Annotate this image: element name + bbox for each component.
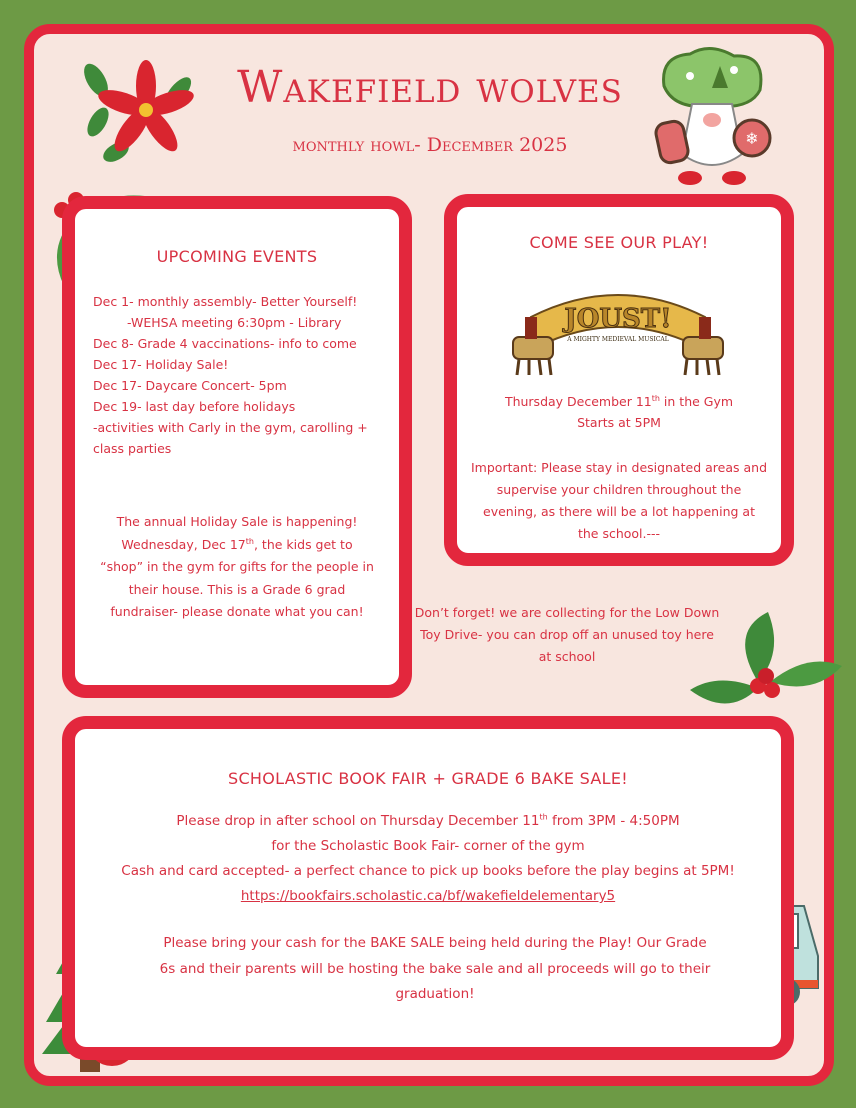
gnome-icon <box>650 46 774 188</box>
bake-sale-note: Please bring your cash for the BAKE SALE being held during the Play! Our Grade 6s and their parents will be hosting the bake sale and all proceeds will go to their graduation! <box>159 935 711 1002</box>
holiday-sale-line1: The annual Holiday Sale is happening! <box>116 514 358 529</box>
holiday-sale-note <box>99 511 375 624</box>
list-item: -activities with Carly in the gym, carolling + class parties <box>93 420 368 456</box>
joust-logo-subtext: A MIGHTY MEDIEVAL MUSICAL <box>567 336 669 343</box>
events-list <box>93 291 393 459</box>
book-fair-card <box>62 716 794 1060</box>
play-date: Thursday December 11th in the Gym <box>504 393 734 409</box>
list-item: Dec 17- Holiday Sale! <box>93 357 229 372</box>
list-item: Dec 19- last day before holidays <box>93 399 296 414</box>
list-item: -WEHSA meeting 6:30pm - Library <box>127 315 342 330</box>
upcoming-events-heading: UPCOMING EVENTS <box>156 247 318 266</box>
joust-logo-text: JOUST! <box>564 304 672 334</box>
poinsettia-icon <box>74 58 198 164</box>
svg-text:❄: ❄ <box>745 129 759 148</box>
play-start-time: Starts at 5PM <box>577 415 661 430</box>
book-fair-heading: SCHOLASTIC BOOK FAIR + GRADE 6 BAKE SALE! <box>228 769 628 788</box>
upcoming-events-card <box>62 196 412 698</box>
play-card <box>444 194 794 566</box>
book-fair-line2: for the Scholastic Book Fair- corner of the gym <box>271 838 585 854</box>
toy-drive-note: Don’t forget! we are collecting for the Low Down Toy Drive- you can drop off an unused toy here at school <box>414 605 720 664</box>
book-fair-link[interactable]: https://bookfairs.scholastic.ca/bf/wakefieldelementary5 <box>240 888 616 904</box>
play-when <box>477 391 761 433</box>
newsletter-subtitle: monthly howl- December 2025 <box>292 134 568 156</box>
list-item: Dec 8- Grade 4 vaccinations- info to come <box>93 336 357 351</box>
newsletter-title: Wakefield wolves <box>237 62 623 113</box>
list-item: Dec 17- Daycare Concert- 5pm <box>93 378 287 393</box>
list-item: Dec 1- monthly assembly- Better Yourself! <box>93 294 358 309</box>
holiday-sale-body: “shop” in the gym for gifts for the people in their house. This is a Grade 6 grad fundraiser- please donate what you can! <box>100 559 374 619</box>
book-fair-body <box>75 809 781 909</box>
play-heading: COME SEE OUR PLAY! <box>529 233 709 252</box>
holiday-sale-line2: Wednesday, Dec 17th, the kids get to <box>121 536 353 552</box>
joust-logo <box>511 277 725 377</box>
book-fair-line3: Cash and card accepted- a perfect chance to pick up books before the play begins at 5PM! <box>121 863 735 879</box>
book-fair-line1: Please drop in after school on Thursday December 11th from 3PM - 4:50PM <box>176 812 680 829</box>
play-important-note: Important: Please stay in designated areas and supervise your children throughout the evening, as there will be a lot happening at the school.--- <box>471 460 768 541</box>
